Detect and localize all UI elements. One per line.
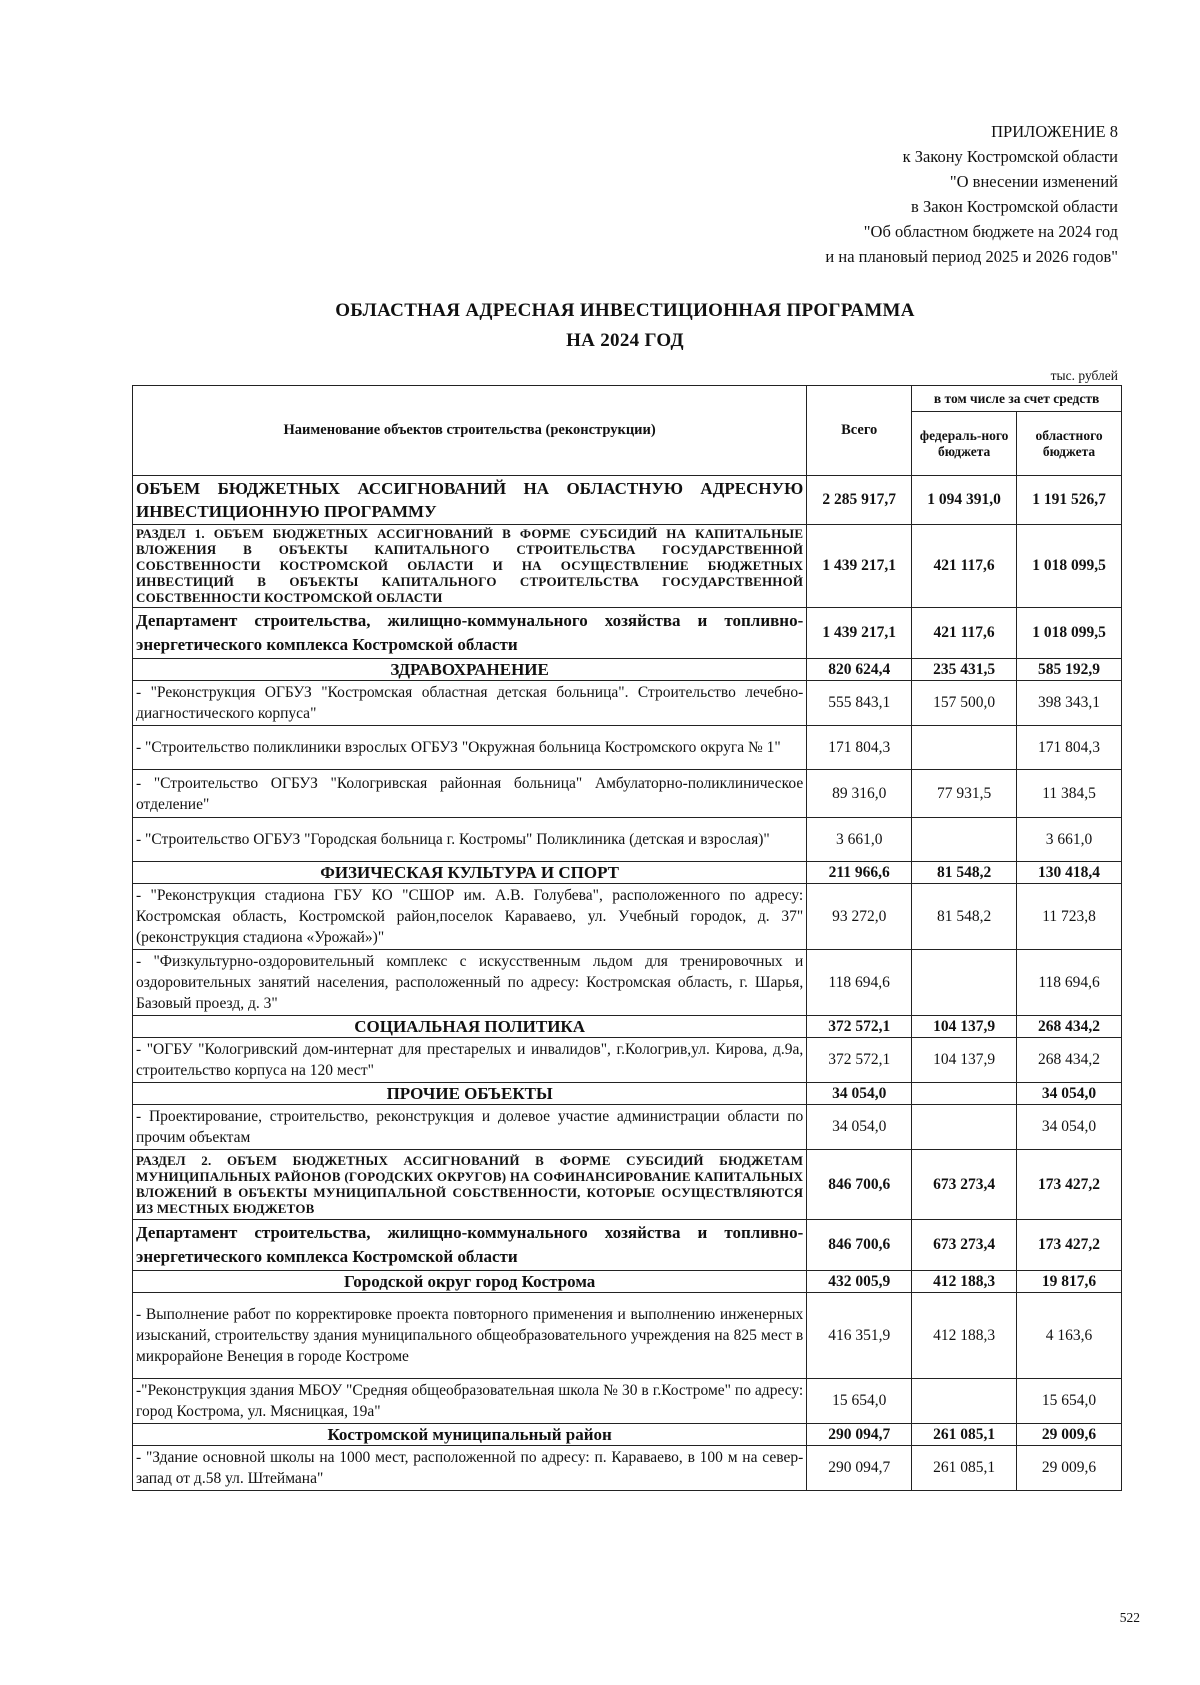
row-total: 846 700,6: [807, 1220, 912, 1271]
row-federal: 77 931,5: [912, 770, 1017, 818]
row-total: 555 843,1: [807, 681, 912, 726]
row-federal: 421 117,6: [912, 525, 1017, 608]
row-regional: 268 434,2: [1017, 1038, 1122, 1083]
row-name: РАЗДЕЛ 2. ОБЪЕМ БЮДЖЕТНЫХ АССИГНОВАНИЙ В ФОРМЕ СУБСИДИЙ БЮДЖЕТАМ МУНИЦИПАЛЬНЫХ РАЙОНОВ (ГОРОДСКИХ ОКРУГОВ) НА СОФИНАНСИРОВАНИЕ КАПИТАЛЬНЫХ ВЛОЖЕНИЙ В ОБЪЕКТЫ МУНИЦИПАЛЬНОЙ СОБСТВЕННОСТИ, КОТОРЫЕ ОСУЩЕСТВЛЯЮТСЯ ИЗ МЕСТНЫХ БЮДЖЕТОВ: [133, 1150, 807, 1220]
row-total: 2 285 917,7: [807, 476, 912, 525]
row-total: 1 439 217,1: [807, 608, 912, 659]
row-regional: 268 434,2: [1017, 1016, 1122, 1038]
table-row: [133, 950, 1122, 1016]
row-regional: 11 384,5: [1017, 770, 1122, 818]
row-total: 89 316,0: [807, 770, 912, 818]
row-name: ПРОЧИЕ ОБЪЕКТЫ: [133, 1083, 807, 1105]
row-regional: 34 054,0: [1017, 1105, 1122, 1150]
row-total: 211 966,6: [807, 862, 912, 884]
row-federal: 81 548,2: [912, 884, 1017, 950]
title-line-1: ОБЛАСТНАЯ АДРЕСНАЯ ИНВЕСТИЦИОННАЯ ПРОГРАММА: [335, 300, 915, 321]
appendix-header-note: [825, 119, 1118, 269]
row-federal: 261 085,1: [912, 1424, 1017, 1446]
row-total: 372 572,1: [807, 1016, 912, 1038]
row-regional: 1 191 526,7: [1017, 476, 1122, 525]
row-total: 416 351,9: [807, 1293, 912, 1379]
row-regional: 29 009,6: [1017, 1424, 1122, 1446]
table-row: [133, 681, 1122, 726]
table-row: [133, 476, 1122, 525]
row-name: - "Реконструкция стадиона ГБУ КО "СШОР им. А.В. Голубева", расположенного по адресу: Костромская область, Костромской район,поселок Караваево, ул. Учебный городок, д. 37" (реконструкция стадиона «Урожай»)": [133, 884, 807, 950]
row-federal: [912, 950, 1017, 1016]
header-note-line: "Об областном бюджете на 2024 год: [863, 222, 1118, 241]
row-total: 93 272,0: [807, 884, 912, 950]
row-federal: 412 188,3: [912, 1293, 1017, 1379]
header-note-line: и на плановый период 2025 и 2026 годов": [825, 247, 1118, 266]
row-regional: 1 018 099,5: [1017, 525, 1122, 608]
row-regional: 171 804,3: [1017, 726, 1122, 770]
row-federal: 261 085,1: [912, 1446, 1017, 1491]
table-row: [133, 1083, 1122, 1105]
row-federal: 81 548,2: [912, 862, 1017, 884]
header-federal: федераль-ного бюджета: [912, 412, 1017, 476]
row-name: Костромской муниципальный район: [133, 1424, 807, 1446]
row-total: 15 654,0: [807, 1379, 912, 1424]
units-note: тыс. рублей: [1050, 368, 1118, 383]
row-name: - "Строительство ОГБУЗ "Кологривская районная больница" Амбулаторно-поликлиническое отделение": [133, 770, 807, 818]
header-regional: областного бюджета: [1017, 412, 1122, 476]
row-federal: [912, 1379, 1017, 1424]
row-federal: 673 273,4: [912, 1220, 1017, 1271]
page-number: 522: [1119, 1610, 1140, 1625]
row-federal: [912, 726, 1017, 770]
row-name: -"Реконструкция здания МБОУ "Средняя общеобразовательная школа № 30 в г.Костроме" по адресу: город Кострома, ул. Мясницкая, 19а": [133, 1379, 807, 1424]
table-row: [133, 1016, 1122, 1038]
row-regional: 29 009,6: [1017, 1446, 1122, 1491]
table-row: [133, 1424, 1122, 1446]
table-row: [133, 1271, 1122, 1293]
row-regional: 118 694,6: [1017, 950, 1122, 1016]
row-name: - "Строительство поликлиники взрослых ОГБУЗ "Окружная больница Костромского округа № 1": [133, 726, 807, 770]
row-regional: 173 427,2: [1017, 1150, 1122, 1220]
row-total: 3 661,0: [807, 818, 912, 862]
row-name: - Выполнение работ по корректировке проекта повторного применения и выполнению инженерных изысканий, строительству здания муниципального общеобразовательного учреждения на 825 мест в микрорайоне Венеция в городе Костроме: [133, 1293, 807, 1379]
header-total: Всего: [807, 386, 912, 476]
document-title: [130, 296, 1120, 356]
row-name: - "ОГБУ "Кологривский дом-интернат для престарелых и инвалидов", г.Кологрив,ул. Кирова, д.9а, строительство корпуса на 120 мест": [133, 1038, 807, 1083]
table-row: [133, 525, 1122, 608]
header-note-line: в Закон Костромской области: [911, 197, 1118, 216]
row-regional: 173 427,2: [1017, 1220, 1122, 1271]
row-name: ФИЗИЧЕСКАЯ КУЛЬТУРА И СПОРТ: [133, 862, 807, 884]
row-name: ЗДРАВОХРАНЕНИЕ: [133, 659, 807, 681]
table-row: [133, 770, 1122, 818]
row-name: - "Реконструкция ОГБУЗ "Костромская областная детская больница". Строительство лечебно-диагностического корпуса": [133, 681, 807, 726]
table-row: [133, 1038, 1122, 1083]
table-header-row: [133, 386, 1122, 412]
row-federal: 235 431,5: [912, 659, 1017, 681]
row-name: СОЦИАЛЬНАЯ ПОЛИТИКА: [133, 1016, 807, 1038]
row-total: 118 694,6: [807, 950, 912, 1016]
header-note-line: "О внесении изменений: [949, 172, 1118, 191]
row-total: 432 005,9: [807, 1271, 912, 1293]
table-row: [133, 1150, 1122, 1220]
row-name: РАЗДЕЛ 1. ОБЪЕМ БЮДЖЕТНЫХ АССИГНОВАНИЙ В ФОРМЕ СУБСИДИЙ НА КАПИТАЛЬНЫЕ ВЛОЖЕНИЯ В ОБЪЕКТЫ КАПИТАЛЬНОГО СТРОИТЕЛЬСТВА ГОСУДАРСТВЕННОЙ СОБСТВЕННОСТИ КОСТРОМСКОЙ ОБЛАСТИ И НА ОСУЩЕСТВЛЕНИЕ БЮДЖЕТНЫХ ИНВЕСТИЦИЙ В ОБЪЕКТЫ КАПИТАЛЬНОГО СТРОИТЕЛЬСТВА ГОСУДАРСТВЕННОЙ СОБСТВЕННОСТИ КОСТРОМСКОЙ ОБЛАСТИ: [133, 525, 807, 608]
row-total: 171 804,3: [807, 726, 912, 770]
row-name: - Проектирование, строительство, реконструкция и долевое участие администрации области по прочим объектам: [133, 1105, 807, 1150]
table-row: [133, 884, 1122, 950]
row-total: 34 054,0: [807, 1105, 912, 1150]
row-federal: 157 500,0: [912, 681, 1017, 726]
row-regional: 130 418,4: [1017, 862, 1122, 884]
table-row: [133, 608, 1122, 659]
row-total: 1 439 217,1: [807, 525, 912, 608]
row-federal: [912, 818, 1017, 862]
table-row: [133, 1293, 1122, 1379]
row-regional: 11 723,8: [1017, 884, 1122, 950]
row-federal: [912, 1105, 1017, 1150]
table-row: [133, 659, 1122, 681]
row-total: 820 624,4: [807, 659, 912, 681]
row-regional: 398 343,1: [1017, 681, 1122, 726]
row-federal: 421 117,6: [912, 608, 1017, 659]
row-total: 846 700,6: [807, 1150, 912, 1220]
table-row: [133, 1220, 1122, 1271]
table-row: [133, 862, 1122, 884]
header-note-line: ПРИЛОЖЕНИЕ 8: [991, 122, 1118, 141]
row-name: Департамент строительства, жилищно-коммунального хозяйства и топливно-энергетического комплекса Костромской области: [133, 1220, 807, 1271]
row-federal: 104 137,9: [912, 1016, 1017, 1038]
row-federal: 412 188,3: [912, 1271, 1017, 1293]
table-row: [133, 818, 1122, 862]
row-federal: [912, 1083, 1017, 1105]
row-federal: 1 094 391,0: [912, 476, 1017, 525]
row-federal: 673 273,4: [912, 1150, 1017, 1220]
row-regional: 3 661,0: [1017, 818, 1122, 862]
investment-program-table: [132, 385, 1122, 1491]
row-regional: 19 817,6: [1017, 1271, 1122, 1293]
row-name: ОБЪЕМ БЮДЖЕТНЫХ АССИГНОВАНИЙ НА ОБЛАСТНУЮ АДРЕСНУЮ ИНВЕСТИЦИОННУЮ ПРОГРАММУ: [133, 476, 807, 525]
table-row: [133, 1105, 1122, 1150]
header-note-line: к Закону Костромской области: [902, 147, 1118, 166]
row-total: 290 094,7: [807, 1446, 912, 1491]
row-name: - "Физкультурно-оздоровительный комплекс с искусственным льдом для тренировочных и оздоровительных занятий населения, расположенный по адресу: Костромская область, г. Шарья, Базовый проезд, д. 3": [133, 950, 807, 1016]
title-line-2: НА 2024 ГОД: [566, 330, 684, 351]
row-total: 372 572,1: [807, 1038, 912, 1083]
row-name: Городской округ город Кострома: [133, 1271, 807, 1293]
row-name: Департамент строительства, жилищно-коммунального хозяйства и топливно-энергетического комплекса Костромской области: [133, 608, 807, 659]
table-row: [133, 1446, 1122, 1491]
table-row: [133, 1379, 1122, 1424]
table-row: [133, 726, 1122, 770]
row-regional: 1 018 099,5: [1017, 608, 1122, 659]
header-incl: в том числе за счет средств: [912, 386, 1122, 412]
row-regional: 34 054,0: [1017, 1083, 1122, 1105]
row-regional: 585 192,9: [1017, 659, 1122, 681]
row-name: - "Строительство ОГБУЗ "Городская больница г. Костромы" Поликлиника (детская и взрослая)": [133, 818, 807, 862]
row-federal: 104 137,9: [912, 1038, 1017, 1083]
row-regional: 15 654,0: [1017, 1379, 1122, 1424]
row-name: - "Здание основной школы на 1000 мест, расположенной по адресу: п. Караваево, в 100 м на север-запад от д.58 ул. Штеймана": [133, 1446, 807, 1491]
row-total: 290 094,7: [807, 1424, 912, 1446]
row-regional: 4 163,6: [1017, 1293, 1122, 1379]
header-name: Наименование объектов строительства (реконструкции): [133, 386, 807, 476]
row-total: 34 054,0: [807, 1083, 912, 1105]
